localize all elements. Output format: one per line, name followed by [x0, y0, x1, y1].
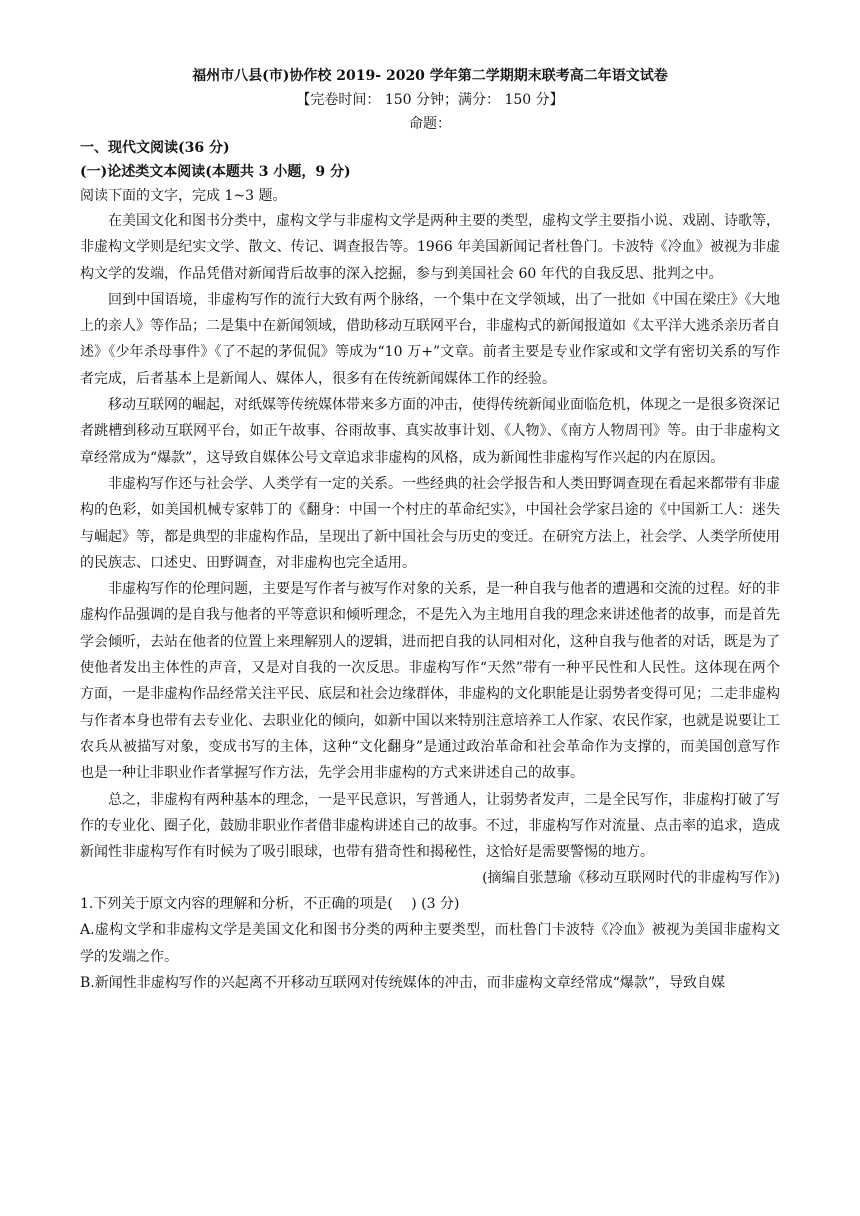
passage-paragraph-4: 非虚构写作还与社会学、人类学有一定的关系。一些经典的社会学报告和人类田野调查现在看起来都带有非虚构的色彩，如美国机械专家韩丁的《翻身：中国一个村庄的革命纪实》，中国社会学家吕途的《中国新工人：迷失与崛起》等，都是典型的非虚构作品，呈现出了新中国社会与历史的变迁。在研究方法上，社会学、人类学所使用的民族志、口述史、田野调查，对非虚构也完全适用。: [80, 475, 780, 571]
passage-paragraph-1: 在美国文化和图书分类中，虚构文学与非虚构文学是两种主要的类型，虚构文学主要指小说、戏剧、诗歌等，非虚构文学则是纪实文学、散文、传记、调查报告等。1966 年美国新闻记者杜鲁门。卡波特《冷血》被视为非虚构文学的发端，作品凭借对新闻背后故事的深入挖掘，参与到美国社会 60 年代的自我反思、批判之中。: [80, 213, 780, 282]
subsection-heading: (一)论述类文本阅读(本题共 3 小题，9 分): [80, 164, 351, 180]
passage-paragraph-5: 非虚构写作的伦理问题，主要是写作者与被写作对象的关系，是一种自我与他者的遭遇和交流的过程。好的非虚构作品强调的是自我与他者的平等意识和倾听理念，不是先入为主地用自我的理念来讲述他者的故事，而是首先学会倾听，去站在他者的位置上来理解别人的逻辑，进而把自我的认同相对化，这种自我与他者的对话，既是为了使他者发出主体性的声音，又是对自我的一次反思。非虚构写作“天然”带有一种平民性和人民性。这体现在两个方面，一是非虚构作品经常关注平民、底层和社会边缘群体，非虚构的文化职能是让弱势者变得可见；二走非虚构与作者本身也带有去专业化、去职业化的倾向，如新中国以来特别注意培养工人作家、农民作家，也就是说要让工农兵从被描写对象，变成书写的主体，这种“文化翻身”是通过政治革命和社会革命作为支撑的，而美国创意写作也是一种让非职业作者掌握写作方法，先学会用非虚构的方式来讲述自己的故事。: [80, 581, 780, 782]
passage-paragraph-6: 总之，非虚构有两种基本的理念，一是平民意识，写普通人，让弱势者发声，二是全民写作，非虚构打破了写作的专业化、圈子化，鼓励非职业作者借非虚构讲述自己的故事。不过，非虚构写作对流量、点击率的追求，造成新闻性非虚构写作有时候为了吸引眼球，也带有猎奇性和揭秘性，这恰好是需要警惕的地方。: [80, 791, 780, 861]
passage-paragraph-2: 回到中国语境，非虚构写作的流行大致有两个脉络，一个集中在文学领域，出了一批如《中国在梁庄》《大地上的亲人》等作品；二是集中在新闻领域，借助移动互联网平台，非虚构式的新闻报道如《太平洋大逃杀亲历者自述》《少年杀母事件》《了不起的茅侃侃》等成为“10 万+”文章。前者主要是专业作家或和文学有密切关系的写作者完成，后者基本上是新闻人、媒体人，很多有在传统新闻媒体工作的经验。: [80, 291, 780, 387]
exam-time-score: 【完卷时间： 150 分钟；满分： 150 分】: [296, 92, 564, 108]
question-1-option-b: B.新闻性非虚构写作的兴起离不开移动互联网对传统媒体的冲击，而非虚构文章经常成“爆款”，导致自媒: [80, 975, 726, 992]
exam-author: 命题：: [409, 116, 451, 132]
exam-title: 福州市八县(市)协作校 2019- 2020 学年第二学期期末联考高二年语文试卷: [192, 68, 668, 84]
question-1-option-a: A.虚构文学和非虚构文学是美国文化和图书分类的两种主要类型，而杜鲁门卡波特《冷血》被视为美国非虚构文学的发端之作。: [80, 922, 780, 965]
question-1-stem: 1.下列关于原文内容的理解和分析，不正确的项是( ) (3 分): [80, 896, 460, 913]
exam-page: [80, 64, 780, 996]
reading-instruction: 阅读下面的文字，完成 1~3 题。: [80, 188, 287, 204]
passage-source: (摘编自张慧瑜《移动互联网时代的非虚构写作》): [482, 870, 780, 887]
passage-paragraph-3: 移动互联网的崛起，对纸媒等传统媒体带来多方面的冲击，使得传统新闻业面临危机，体现之一是很多资深记者跳槽到移动互联网平台，如正午故事、谷雨故事、真实故事计划、《人物》、《南方人物周刊》等。由于非虚构文章经常成为“爆款”，这导致自媒体公号文章追求非虚构的风格，成为新闻性非虚构写作兴起的内在原因。: [80, 397, 780, 466]
section-heading: 一、现代文阅读(36 分): [80, 140, 230, 156]
